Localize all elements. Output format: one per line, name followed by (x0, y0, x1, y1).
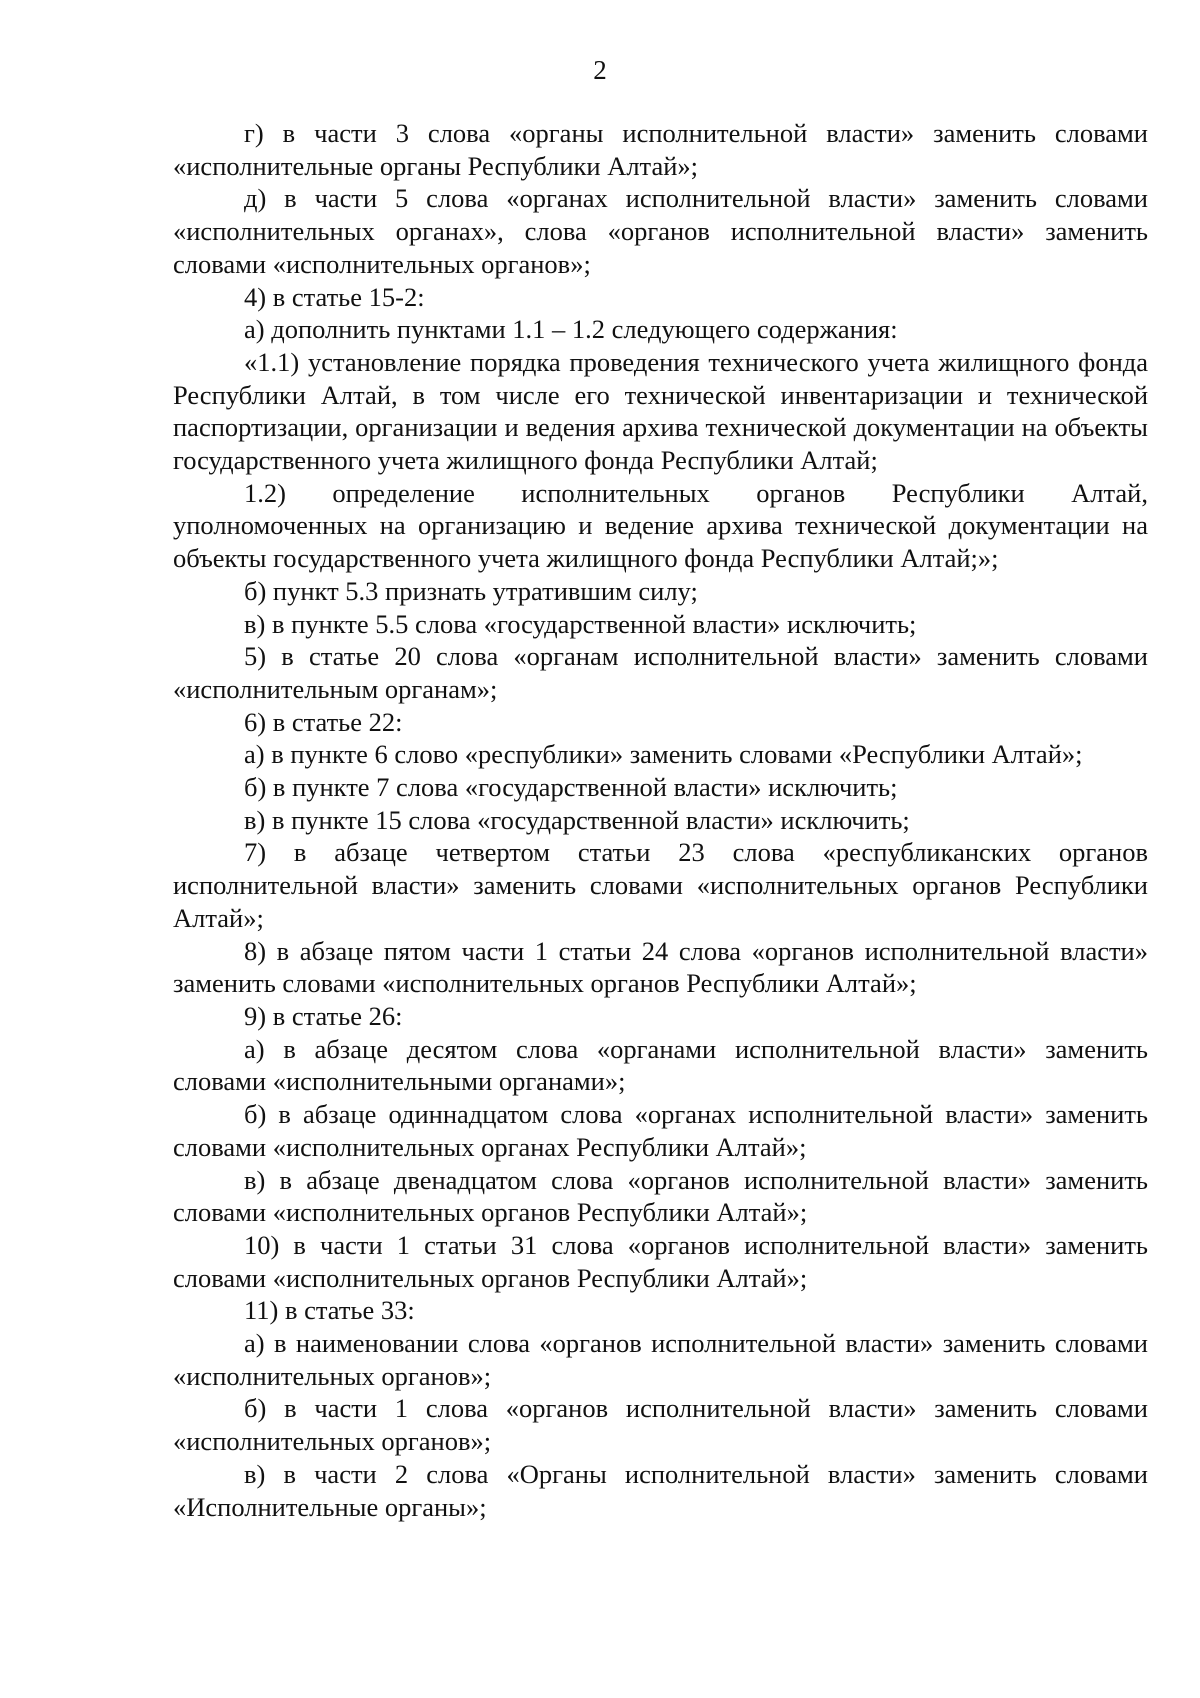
paragraph: 7) в абзаце четвертом статьи 23 слова «республиканских органов исполнительной власти» заменить словами «исполнительных органов Республики Алтай»; (173, 837, 1148, 933)
paragraph: в) в абзаце двенадцатом слова «органов исполнительной власти» заменить словами «исполнительных органов Республики Алтай»; (173, 1164, 1148, 1228)
paragraph: 4) в статье 15-2: (244, 281, 425, 312)
paragraph: 5) в статье 20 слова «органам исполнительной власти» заменить словами «исполнительным органам»; (173, 641, 1148, 704)
paragraph: д) в части 5 слова «органах исполнительной власти» заменить словами «исполнительных органах», слова «органов исполнительной власти» заменить словами «исполнительных органов»; (173, 183, 1148, 279)
paragraph: а) в пункте 6 слово «республики» заменить словами «Республики Алтай»; (244, 739, 1083, 770)
paragraph: в) в пункте 15 слова «государственной власти» исключить; (244, 804, 910, 835)
paragraph: в) в пункте 5.5 слова «государственной власти» исключить; (244, 608, 917, 639)
paragraph: б) в части 1 слова «органов исполнительной власти» заменить словами «исполнительных органов»; (173, 1393, 1148, 1457)
paragraph: а) дополнить пунктами 1.1 – 1.2 следующего содержания: (244, 314, 898, 345)
paragraph: в) в части 2 слова «Органы исполнительной власти» заменить словами «Исполнительные органы»; (173, 1458, 1148, 1522)
paragraph: б) пункт 5.3 признать утратившим силу; (244, 575, 698, 606)
paragraph: б) в пункте 7 слова «государственной власти» исключить; (244, 772, 898, 803)
paragraph: б) в абзаце одиннадцатом слова «органах исполнительной власти» заменить словами «исполнительных органах Республики Алтай»; (173, 1099, 1148, 1162)
paragraph: 6) в статье 22: (244, 706, 403, 737)
paragraph: 1.2) определение исполнительных органов Республики Алтай, уполномоченных на организацию и ведение архива технической документации на объекты государственного учета жилищного фонда Республики Алтай;»; (173, 477, 1148, 574)
page-number: 2 (593, 55, 607, 85)
paragraph: «1.1) установление порядка проведения технического учета жилищного фонда Республики Алтай, в том числе его технической инвентаризации и технической паспортизации, организации и ведения архива технической документации на объекты государственного учета жилищного фонда Республики Алтай; (173, 346, 1148, 476)
paragraph: а) в абзаце десятом слова «органами исполнительной власти» заменить словами «исполнительными органами»; (173, 1033, 1148, 1097)
paragraph: 8) в абзаце пятом части 1 статьи 24 слова «органов исполнительной власти» заменить словами «исполнительных органов Республики Алтай»; (173, 935, 1148, 999)
paragraph: 10) в части 1 статьи 31 слова «органов исполнительной власти» заменить словами «исполнительных органов Республики Алтай»; (173, 1229, 1148, 1293)
paragraph: 11) в статье 33: (244, 1295, 415, 1326)
paragraph: 9) в статье 26: (244, 1000, 403, 1031)
paragraph: а) в наименовании слова «органов исполнительной власти» заменить словами «исполнительных органов»; (173, 1328, 1148, 1391)
document-body (173, 117, 1148, 1523)
paragraph: г) в части 3 слова «органы исполнительной власти» заменить словами «исполнительные органы Республики Алтай»; (173, 118, 1148, 181)
